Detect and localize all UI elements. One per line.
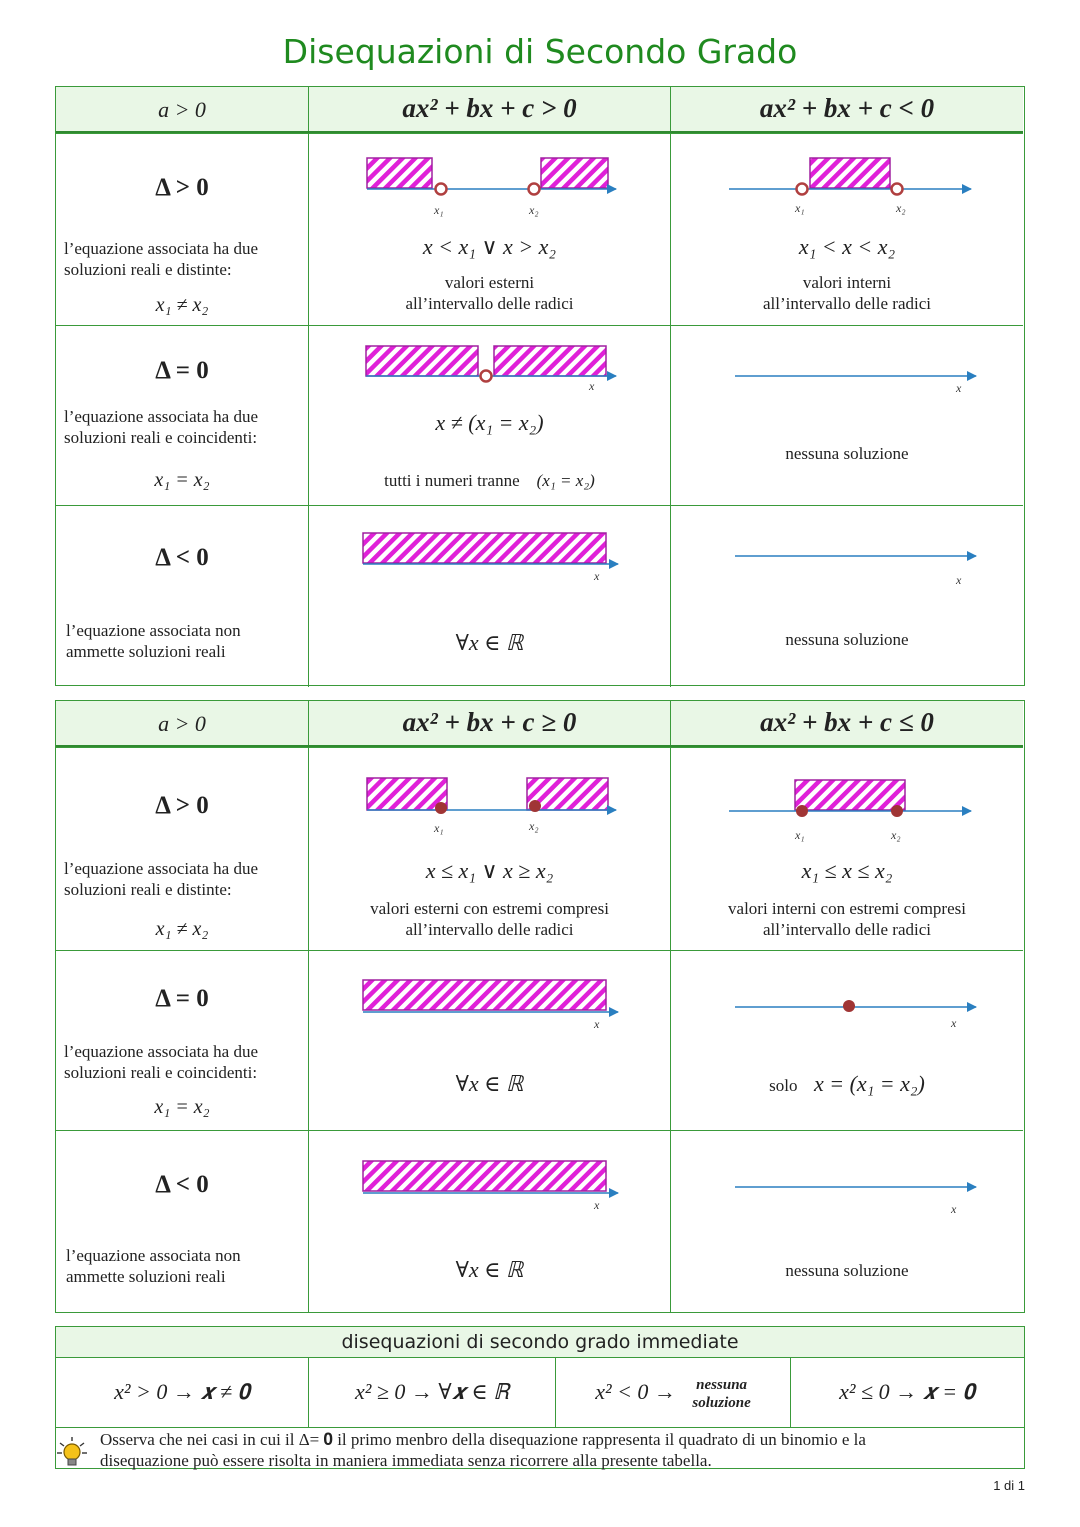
number-line-diagram	[309, 748, 669, 843]
solution-caption: valori interni con estremi compresi all’intervallo delle radici	[728, 899, 966, 939]
solution-expression: x₁ ≤ x ≤ x₂	[801, 858, 893, 883]
immediate-inequalities-table	[55, 1326, 1025, 1469]
table-row	[56, 505, 1023, 687]
solution-caption: tutti i numeri tranne (x₁ = x₂)	[384, 471, 595, 490]
table-row	[56, 325, 1023, 505]
lightbulb-icon	[56, 1435, 90, 1469]
header-a-condition: a > 0	[158, 711, 206, 736]
axis-label: x	[956, 381, 962, 395]
solution-caption: valori esterni con estremi compresi all’intervallo delle radici	[370, 899, 609, 939]
root-label: x₂	[891, 828, 901, 842]
description: l’equazione associata non ammette soluzioni reali	[66, 1246, 241, 1286]
table-row	[56, 133, 1023, 325]
table-row	[56, 1130, 1023, 1312]
solution-expression: x ≠ (x₁ = x₂)	[435, 410, 544, 435]
table-row	[56, 747, 1023, 950]
number-line-diagram	[309, 951, 669, 1036]
root-label: x₁	[795, 828, 805, 842]
number-line-diagram	[671, 506, 1021, 596]
axis-label: x	[594, 1017, 600, 1031]
no-solution-text: nessuna soluzione	[785, 444, 909, 463]
root-label: x₁	[434, 821, 444, 835]
roots-relation: x₁ = x₂	[154, 469, 210, 491]
axis-label: x	[951, 1202, 957, 1216]
delta-condition: Δ < 0	[155, 1171, 209, 1198]
roots-relation: x₁ ≠ x₂	[155, 294, 209, 316]
solution-expression: ∀x ∈ ℝ	[455, 1257, 524, 1282]
solution-caption: valori esterni all’intervallo delle radici	[405, 273, 574, 313]
delta-condition: Δ > 0	[155, 174, 209, 201]
number-line-diagram	[671, 748, 1021, 843]
axis-label: x	[956, 573, 962, 587]
immediate-item: x² > 0 → 𝒙 ≠ 𝟎	[114, 1379, 250, 1404]
table-header	[56, 701, 1023, 747]
description: l’equazione associata ha due soluzioni reali e distinte:	[64, 239, 258, 279]
solution-expression: solo x = (x₁ = x₂)	[769, 1071, 925, 1096]
axis-label: x	[594, 569, 600, 583]
table-header	[56, 87, 1023, 133]
no-solution-text: nessuna soluzione	[785, 1261, 909, 1280]
number-line-diagram	[309, 326, 669, 396]
root-label: x₂	[529, 819, 539, 833]
solution-expression: x < x₁ ∨ x > x₂	[422, 234, 557, 259]
immediate-item: x² < 0 → nessuna soluzione	[555, 1357, 790, 1427]
header-lt: ax² + bx + c < 0	[759, 93, 935, 123]
description: l’equazione associata ha due soluzioni reali e coincidenti:	[64, 407, 258, 447]
solution-expression: x₁ < x < x₂	[798, 234, 896, 259]
immediate-header: disequazioni di secondo grado immediate	[56, 1327, 1024, 1358]
axis-label: x	[951, 1016, 957, 1030]
root-label: x₁	[795, 201, 805, 215]
description: l’equazione associata ha due soluzioni reali e coincidenti:	[64, 1042, 258, 1082]
page-number: 1 di 1	[993, 1478, 1025, 1493]
no-solution-text: nessuna soluzione	[692, 1376, 751, 1411]
number-line-diagram	[671, 951, 1021, 1036]
table-row	[56, 950, 1023, 1130]
note-text: Osserva che nei casi in cui il Δ= 𝟎 il primo menbro della disequazione rappresenta il quadrato di un binomio e la disequazione può essere risolta in maniera immediata senza ricorrere alla presente tabella.	[100, 1430, 866, 1470]
immediate-item: x² ≥ 0 → ∀𝒙 ∈ ℝ	[308, 1357, 555, 1427]
number-line-diagram	[309, 1131, 669, 1216]
header-le: ax² + bx + c ≤ 0	[760, 707, 934, 737]
number-line-diagram	[671, 134, 1021, 224]
solution-expression: ∀x ∈ ℝ	[455, 1071, 524, 1096]
description: l’equazione associata ha due soluzioni reali e distinte:	[64, 859, 258, 899]
root-label: x₂	[529, 203, 539, 217]
root-label: x₂	[896, 201, 906, 215]
axis-label: x	[594, 1198, 600, 1212]
solution-expression: x ≤ x₁ ∨ x ≥ x₂	[425, 858, 554, 883]
number-line-diagram	[309, 134, 669, 224]
solution-caption: valori interni all’intervallo delle radici	[762, 273, 932, 313]
header-a-condition: a > 0	[158, 97, 206, 122]
delta-condition: Δ = 0	[155, 357, 209, 384]
page-title: Disequazioni di Secondo Grado	[282, 32, 798, 71]
no-solution-text: nessuna soluzione	[785, 630, 909, 649]
delta-condition: Δ < 0	[155, 544, 209, 571]
solution-expression: ∀x ∈ ℝ	[455, 630, 524, 655]
delta-condition: Δ = 0	[155, 985, 209, 1012]
table-non-strict	[55, 700, 1025, 1313]
number-line-diagram	[671, 326, 1021, 396]
immediate-item: x² ≤ 0 → 𝒙 = 𝟎	[790, 1357, 1023, 1427]
delta-condition: Δ > 0	[155, 792, 209, 819]
header-gt: ax² + bx + c > 0	[402, 93, 577, 123]
number-line-diagram	[671, 1131, 1021, 1221]
roots-relation: x₁ ≠ x₂	[155, 918, 209, 940]
description: l’equazione associata non ammette soluzioni reali	[66, 621, 241, 661]
header-ge: ax² + bx + c ≥ 0	[402, 707, 577, 737]
roots-relation: x₁ = x₂	[154, 1096, 210, 1118]
root-label: x₁	[434, 203, 444, 217]
axis-label: x	[589, 379, 595, 393]
number-line-diagram	[309, 506, 669, 586]
table-strict	[55, 86, 1025, 686]
